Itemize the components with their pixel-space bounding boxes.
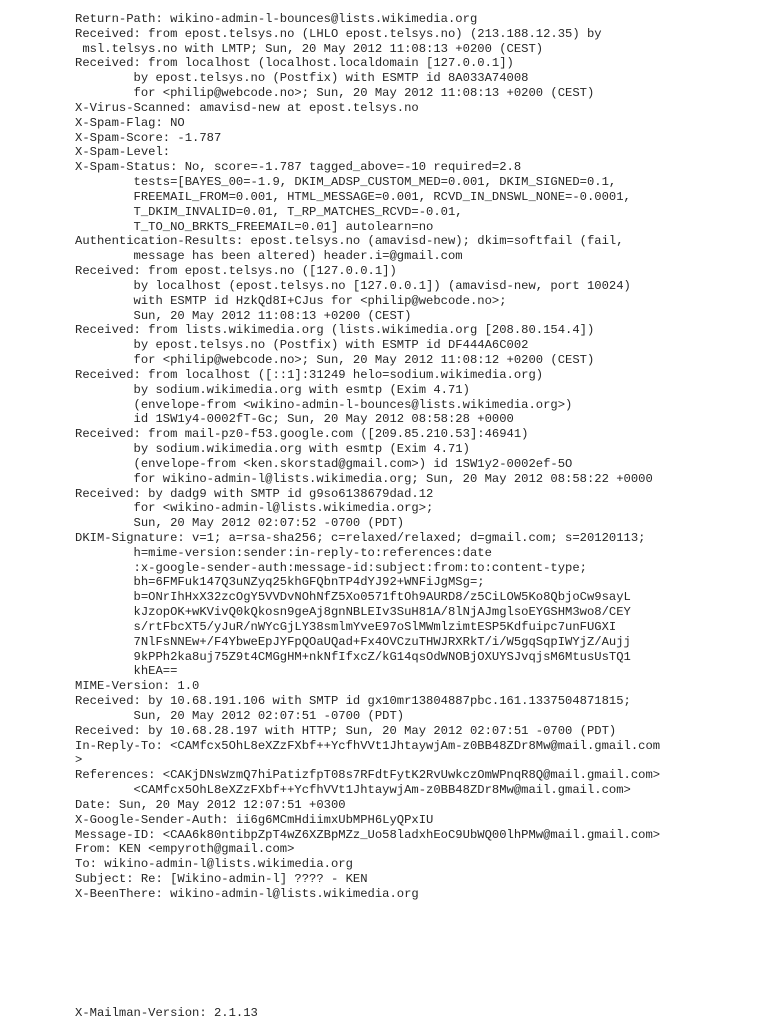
header-line: for <wikino-admin-l@lists.wikimedia.org>;	[75, 501, 434, 516]
header-line: with ESMTP id HzkQd8I+CJus for <philip@webcode.no>;	[75, 293, 507, 308]
header-line: >	[75, 753, 83, 768]
header-line: h=mime-version:sender:in-reply-to:references:date	[75, 545, 492, 560]
header-line: In-Reply-To: <CAMfcx5OhL8eXZzFXbf++YcfhVVt1JhtaywjAm-z0BB48ZDr8Mw@mail.gmail.com	[75, 738, 661, 753]
header-line: :x-google-sender-auth:message-id:subject:from:to:content-type;	[75, 560, 587, 575]
header-line: FREEMAIL_FROM=0.001, HTML_MESSAGE=0.001, RCVD_IN_DNSWL_NONE=-0.0001,	[75, 189, 631, 204]
header-line: 9kPPh2ka8uj75Z9t4CMGgHM+nkNfIfxcZ/kG14qsOdWNOBjOXUYSJvqjsM6MtusUsTQ1	[75, 649, 631, 664]
header-line: Received: by dadg9 with SMTP id g9so6138679dad.12	[75, 486, 434, 501]
header-line: kJzopOK+wKVivQ0kQkosn9geAj8gnNBLEIv3SuH81A/8lNjAJmglsoEYGSHM3wo8/CEY	[75, 605, 631, 620]
header-line: From: KEN <empyroth@gmail.com>	[75, 842, 295, 857]
header-line: Authentication-Results: epost.telsys.no (amavisd-new); dkim=softfail (fail,	[75, 234, 624, 249]
header-line: message has been altered) header.i=@gmail.com	[75, 249, 463, 264]
header-line: Received: from localhost (localhost.localdomain [127.0.0.1])	[75, 56, 514, 71]
header-line	[75, 902, 765, 917]
header-line: bh=6FMFuk147Q3uNZyq25khGFQbnTP4dYJ92+WNFiJgMSg=;	[75, 575, 485, 590]
header-line: (envelope-from <ken.skorstad@gmail.com>) id 1SW1y2-0002ef-5O	[75, 456, 573, 471]
header-line: Received: by 10.68.28.197 with HTTP; Sun, 20 May 2012 02:07:51 -0700 (PDT)	[75, 723, 617, 738]
header-line: To: wikino-admin-l@lists.wikimedia.org	[75, 857, 353, 872]
header-line: by epost.telsys.no (Postfix) with ESMTP id 8A033A74008	[75, 71, 529, 86]
header-line: Received: from localhost ([::1]:31249 helo=sodium.wikimedia.org)	[75, 367, 544, 382]
header-line: Received: from epost.telsys.no ([127.0.0.1])	[75, 264, 397, 279]
header-line: msl.telsys.no with LMTP; Sun, 20 May 2012 11:08:13 +0200 (CEST)	[75, 41, 544, 56]
header-line: Return-Path: wikino-admin-l-bounces@lists.wikimedia.org	[75, 12, 478, 26]
header-line: Received: from lists.wikimedia.org (lists.wikimedia.org [208.80.154.4])	[75, 323, 595, 338]
header-line: by epost.telsys.no (Postfix) with ESMTP id DF444A6C002	[75, 338, 529, 353]
header-line: 7NlFsNNEw+/F4YbweEpJYFpQOaUQad+Fx4OVCzuTHWJRXRkT/i/W5gqSqpIWYjZ/Aujj	[75, 634, 631, 649]
header-line: X-BeenThere: wikino-admin-l@lists.wikimedia.org	[75, 886, 419, 901]
header-line: for <philip@webcode.no>; Sun, 20 May 2012 11:08:13 +0200 (CEST)	[75, 86, 595, 101]
header-line: T_DKIM_INVALID=0.01, T_RP_MATCHES_RCVD=-0.01,	[75, 204, 463, 219]
header-line: X-Spam-Status: No, score=-1.787 tagged_above=-10 required=2.8	[75, 160, 522, 175]
header-line: X-Google-Sender-Auth: ii6g6MCmHdiimxUbMPH6LyQPxIU	[75, 812, 434, 827]
header-line: Received: from epost.telsys.no (LHLO epost.telsys.no) (213.188.12.35) by	[75, 26, 602, 41]
header-line: X-Virus-Scanned: amavisd-new at epost.telsys.no	[75, 100, 419, 115]
header-line: Received: from mail-pz0-f53.google.com ([209.85.210.53]:46941)	[75, 427, 529, 442]
header-line: b=ONrIhHxX32zcOgY5VVDvNOhNfZ5Xo0571ftOh9AURD8/z5CiLOW5Ko8QbjoCw9sayL	[75, 590, 631, 605]
header-line: Sun, 20 May 2012 11:08:13 +0200 (CEST)	[75, 308, 412, 323]
mailman-version-line: X-Mailman-Version: 2.1.13	[75, 1006, 258, 1020]
header-line: T_TO_NO_BRKTS_FREEMAIL=0.01] autolearn=no	[75, 219, 434, 234]
header-line: Date: Sun, 20 May 2012 12:07:51 +0300	[75, 797, 346, 812]
header-line: by localhost (epost.telsys.no [127.0.0.1]) (amavisd-new, port 10024)	[75, 278, 631, 293]
header-line: X-Spam-Flag: NO	[75, 115, 185, 130]
header-line: X-Spam-Level:	[75, 145, 171, 160]
header-line: Subject: Re: [Wikino-admin-l] ???? - KEN	[75, 872, 368, 887]
header-line: id 1SW1y4-0002fT-Gc; Sun, 20 May 2012 08:58:28 +0000	[75, 412, 514, 427]
header-line: by sodium.wikimedia.org with esmtp (Exim 4.71)	[75, 442, 470, 457]
header-line: (envelope-from <wikino-admin-l-bounces@lists.wikimedia.org>)	[75, 397, 573, 412]
header-line: for <philip@webcode.no>; Sun, 20 May 2012 11:08:12 +0200 (CEST)	[75, 353, 595, 368]
header-line: X-Spam-Score: -1.787	[75, 130, 222, 145]
header-line: for wikino-admin-l@lists.wikimedia.org; Sun, 20 May 2012 08:58:22 +0000	[75, 471, 653, 486]
header-line: References: <CAKjDNsWzmQ7hiPatizfpT08s7RFdtFytK2RvUwkczOmWPnqR8Q@mail.gmail.com>	[75, 768, 661, 783]
header-line: by sodium.wikimedia.org with esmtp (Exim 4.71)	[75, 382, 470, 397]
header-line: s/rtFbcXT5/yJuR/nWYcGjLY38smlmYveE97oSlMWmlzimtESP5Kdfuipc7unFUGXI	[75, 619, 617, 634]
header-line: DKIM-Signature: v=1; a=rsa-sha256; c=relaxed/relaxed; d=gmail.com; s=20120113;	[75, 530, 646, 545]
header-line: tests=[BAYES_00=-1.9, DKIM_ADSP_CUSTOM_MED=0.001, DKIM_SIGNED=0.1,	[75, 175, 617, 190]
header-line: Sun, 20 May 2012 02:07:52 -0700 (PDT)	[75, 516, 405, 531]
header-line: Message-ID: <CAA6k80ntibpZpT4wZ6XZBpMZz_Uo58ladxhEoC9UbWQ00lhPMw@mail.gmail.com>	[75, 827, 661, 842]
header-line: Sun, 20 May 2012 02:07:51 -0700 (PDT)	[75, 708, 405, 723]
header-line: khEA==	[75, 664, 178, 679]
header-line: MIME-Version: 1.0	[75, 679, 200, 694]
email-header-block	[75, 12, 765, 917]
header-line: Received: by 10.68.191.106 with SMTP id gx10mr13804887pbc.161.1337504871815;	[75, 694, 631, 709]
header-line: <CAMfcx5OhL8eXZzFXbf++YcfhVVt1JhtaywjAm-z0BB48ZDr8Mw@mail.gmail.com>	[75, 783, 631, 798]
